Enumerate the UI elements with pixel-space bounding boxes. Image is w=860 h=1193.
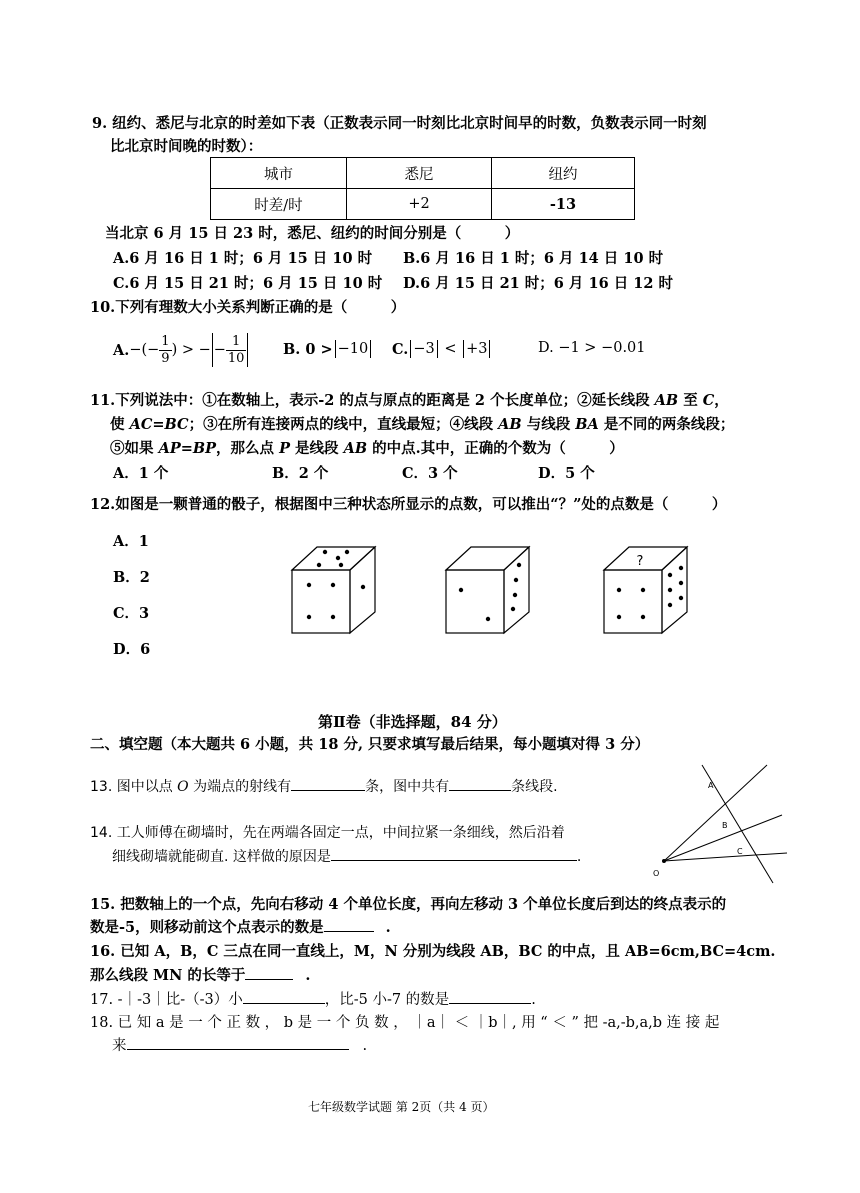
q12-option-c: C．3	[113, 605, 150, 622]
label-b: B	[722, 821, 728, 830]
q11-option-d: D．5 个	[538, 465, 595, 482]
q18-blank[interactable]	[127, 1036, 349, 1050]
q10-option-c: C. −3 < +3	[392, 340, 492, 358]
q13-blank-rays[interactable]	[291, 777, 365, 791]
table-cell: 时差/时	[211, 189, 347, 220]
table-row	[211, 189, 635, 220]
q11-option-b: B．2 个	[272, 465, 329, 482]
q16-blank[interactable]	[245, 966, 293, 980]
q11-option-a: A．1 个	[113, 465, 169, 482]
q10-option-a: A. −(− $\frac{1}{9}$ ) > − − $\frac{1}{10}$	[113, 330, 249, 370]
die-3-figure	[597, 540, 699, 635]
q18-line1: 18. 已 知 a 是 一 个 正 数 ， b 是 一 个 负 数 ， ｜a｜ ＜ ｜b｜, 用 “ ＜ ” 把 -a,-b,a,b 连 接 起	[90, 1015, 720, 1031]
q9-option-d: D.6 月 15 日 21 时；6 月 16 日 12 时	[403, 275, 673, 292]
q12-option-b: B．2	[113, 569, 150, 586]
q9-line1: 9. 纽约、悉尼与北京的时差如下表（正数表示同一时刻比北京时间早的时数，负数表示同一时刻	[92, 115, 707, 132]
q17-blank-1[interactable]	[243, 990, 325, 1004]
q15-line2: 数是-5，则移动前这个点表示的数是 .	[90, 919, 391, 936]
q9-option-c: C.6 月 15 日 21 时；6 月 15 日 10 时	[113, 275, 383, 292]
q16-line1: 16. 已知 A，B，C 三点在同一直线上，M，N 分别为线段 AB，BC 的中点，且 AB=6cm,BC=4cm.	[90, 943, 776, 960]
label-o: O	[653, 869, 660, 878]
die-1-figure	[285, 540, 387, 635]
table-cell: +2	[347, 189, 492, 220]
q11-option-c: C．3 个	[402, 465, 458, 482]
q16-line2: 那么线段 MN 的长等于 .	[90, 967, 311, 984]
table-cell: -13	[492, 189, 635, 220]
table-header-cell: 悉尼	[347, 158, 492, 189]
label-a: A	[708, 781, 714, 790]
q10-stem: 10.下列有理数大小关系判断正确的是（ ）	[90, 299, 406, 316]
q14-line1: 14. 工人师傅在砌墙时，先在两端各固定一点，中间拉紧一条细线，然后沿着	[90, 825, 565, 841]
q9-option-b: B.6 月 16 日 1 时；6 月 14 日 10 时	[403, 250, 664, 267]
die-2-figure	[439, 540, 541, 635]
q14-blank[interactable]	[331, 847, 577, 861]
fraction-one-ninth: $\frac{1}{9}$	[161, 333, 170, 366]
q11-line1: 11.下列说法中：①在数轴上，表示-2 的点与原点的距离是 2 个长度单位；②延长线段 AB 至 C，	[90, 392, 729, 409]
label-c: C	[737, 847, 743, 856]
q13-blank-segments[interactable]	[449, 777, 511, 791]
time-difference-table	[210, 157, 635, 220]
q12-option-a: A．1	[113, 533, 149, 550]
section-title: 第Ⅱ卷（非选择题，84 分）	[318, 713, 507, 731]
q17-blank-2[interactable]	[449, 990, 531, 1004]
table-header-cell: 纽约	[492, 158, 635, 189]
q17-text: 17. -｜-3｜比-（-3）小 ，比-5 小-7 的数是 .	[90, 992, 536, 1008]
q9-question: 当北京 6 月 15 日 23 时，悉尼、纽约的时间分别是（ ）	[105, 225, 520, 242]
page-footer: 七年级数学试题 第 2页（共 4 页）	[308, 1100, 495, 1114]
q9-line2: 比北京时间晚的时数）：	[110, 138, 263, 155]
q11-line2: 使 AC=BC；③在所有连接两点的线中，直线最短；④线段 AB 与线段 BA 是不同的两条线段；	[110, 416, 735, 433]
q12-option-d: D．6	[113, 641, 151, 658]
q10-option-b: B. 0 > −10	[283, 340, 373, 358]
q18-line2: 来 .	[112, 1038, 368, 1054]
section-heading: 二、填空题（本大题共 6 小题，共 18 分, 只要求填写最后结果，每小题填对得 3 分）	[90, 736, 650, 753]
table-header-cell: 城市	[211, 158, 347, 189]
unknown-face-question-mark: ?	[636, 554, 644, 569]
rays-figure	[640, 760, 790, 890]
q9-option-a: A.6 月 16 日 1 时；6 月 15 日 10 时	[113, 250, 373, 267]
q14-line2: 细线砌墙就能砌直. 这样做的原因是 .	[112, 849, 582, 865]
point-o	[662, 859, 666, 863]
q15-blank[interactable]	[324, 918, 374, 932]
q13-text: 13. 图中以点 O 为端点的射线有 条，图中共有 条线段.	[90, 779, 558, 795]
q15-line1: 15. 把数轴上的一个点，先向右移动 4 个单位长度，再向左移动 3 个单位长度后到达的终点表示的	[90, 896, 727, 913]
q12-stem: 12.如图是一颗普通的骰子，根据图中三种状态所显示的点数，可以推出“？”处的点数是（ ）	[90, 496, 727, 513]
q10-option-d: D. −1 > −0.01	[538, 340, 646, 356]
table-row	[211, 158, 635, 189]
q11-line3: ⑤如果 AP=BP，那么点 P 是线段 AB 的中点.其中，正确的个数为（ ）	[110, 440, 624, 457]
fraction-one-tenth: $\frac{1}{10}$	[227, 333, 245, 366]
